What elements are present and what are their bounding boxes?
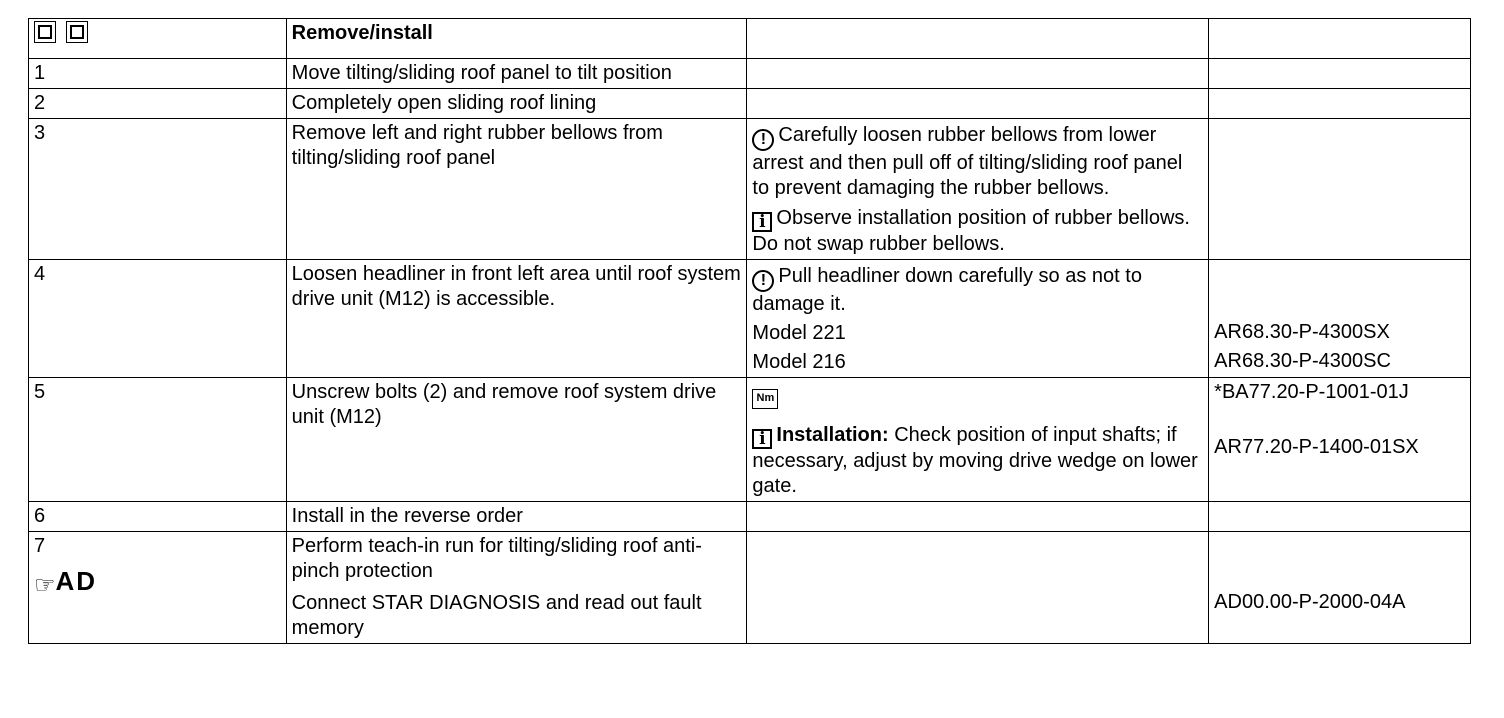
info-note — [752, 206, 1203, 257]
step-notes — [747, 260, 1209, 378]
torque-nm-icon: Nm — [752, 389, 778, 409]
caution-icon: ! — [752, 270, 774, 292]
header-row — [29, 19, 1471, 59]
reference-link[interactable]: AR77.20-P-1400-01SX — [1214, 436, 1419, 458]
reference-link[interactable]: AR68.30-P-4300SC — [1214, 350, 1391, 372]
header-empty-1 — [747, 19, 1209, 59]
step-number: 6 — [29, 502, 287, 532]
note-text: Check position of input shafts; if necessary, adjust by moving drive wedge on lower gate. — [752, 424, 1198, 497]
expand-icon[interactable] — [34, 21, 56, 43]
diagnosis-marker — [34, 566, 281, 599]
step-text-cell — [286, 532, 747, 644]
note-text: Pull headliner down carefully so as not to damage it. — [752, 265, 1142, 315]
step-text: Completely open sliding roof lining — [286, 89, 747, 119]
installation-label: Installation: — [776, 424, 889, 446]
reference-link[interactable]: AR68.30-P-4300SX — [1214, 321, 1390, 343]
pointing-hand-icon: ☞ — [34, 572, 56, 599]
model-label: Model 221 — [752, 322, 846, 344]
header-empty-2 — [1209, 19, 1471, 59]
info-icon: i — [752, 212, 772, 232]
step-row-1 — [29, 59, 1471, 89]
reference-link[interactable]: AD00.00-P-2000-04A — [1214, 591, 1406, 613]
caution-icon: ! — [752, 129, 774, 151]
info-note — [752, 423, 1203, 499]
step-text: Perform teach-in run for tilting/sliding roof anti-pinch protection — [291, 535, 702, 582]
step-number: 2 — [29, 89, 287, 119]
diagnosis-text: Connect STAR DIAGNOSIS and read out fault memory — [291, 592, 702, 639]
step-row-6 — [29, 502, 1471, 532]
step-refs — [1209, 260, 1471, 378]
step-text: Install in the reverse order — [286, 502, 747, 532]
step-refs — [1209, 378, 1471, 502]
step-row-7 — [29, 532, 1471, 644]
caution-note — [752, 264, 1203, 317]
step-notes — [747, 378, 1209, 502]
step-number: 7 — [34, 535, 46, 557]
model-label: Model 216 — [752, 351, 846, 373]
header-title: Remove/install — [286, 19, 747, 59]
step-text: Remove left and right rubber bellows from tilting/sliding roof panel — [286, 119, 747, 260]
step-row-2 — [29, 89, 1471, 119]
step-number: 5 — [29, 378, 287, 502]
step-notes — [747, 119, 1209, 260]
diagnosis-label: AD — [55, 566, 98, 596]
caution-note — [752, 123, 1203, 201]
step-text: Unscrew bolts (2) and remove roof system drive unit (M12) — [286, 378, 747, 502]
procedure-table — [28, 18, 1471, 644]
note-text: Observe installation position of rubber bellows. Do not swap rubber bellows. — [752, 207, 1190, 255]
collapse-icon[interactable] — [66, 21, 88, 43]
step-row-3 — [29, 119, 1471, 260]
step-number: 1 — [29, 59, 287, 89]
step-row-5 — [29, 378, 1471, 502]
info-icon: i — [752, 429, 772, 449]
step-number-cell — [29, 532, 287, 644]
header-icons-cell — [29, 19, 287, 59]
note-text: Carefully loosen rubber bellows from lower arrest and then pull off of tilting/sliding roof panel to prevent damaging the rubber bellows. — [752, 124, 1183, 199]
step-refs — [1209, 532, 1471, 644]
step-number: 3 — [29, 119, 287, 260]
step-row-4 — [29, 260, 1471, 378]
step-text: Move tilting/sliding roof panel to tilt position — [286, 59, 747, 89]
reference-link[interactable]: *BA77.20-P-1001-01J — [1214, 381, 1409, 403]
step-number: 4 — [29, 260, 287, 378]
step-text: Loosen headliner in front left area until roof system drive unit (M12) is accessible. — [286, 260, 747, 378]
